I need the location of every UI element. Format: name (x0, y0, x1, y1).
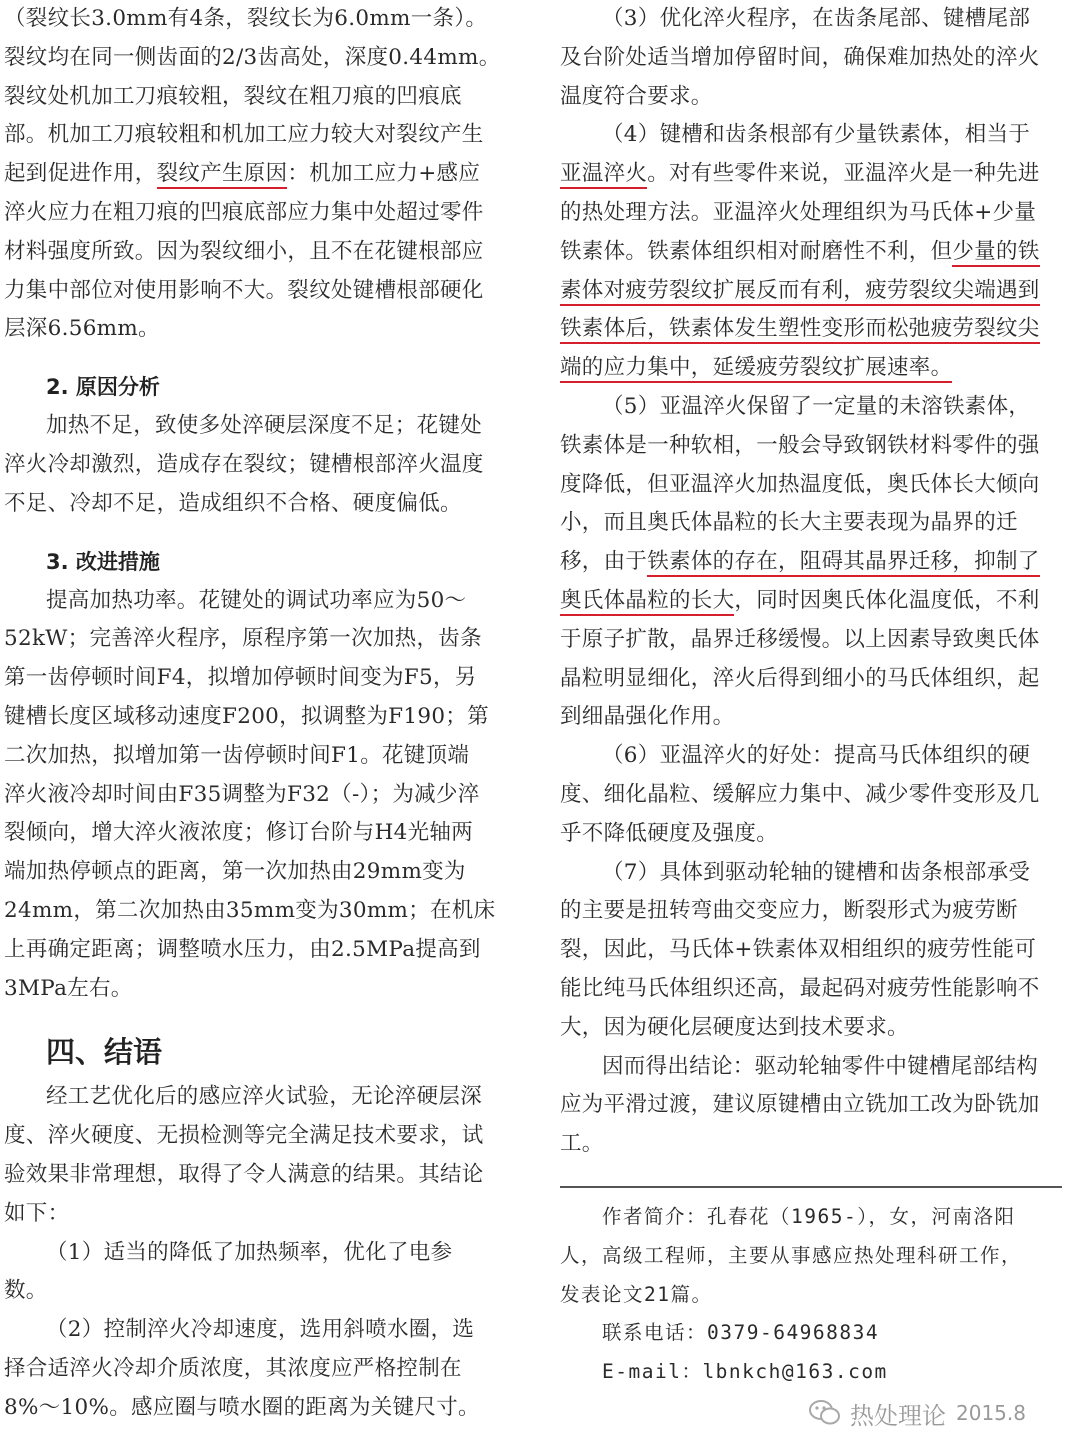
text-line: 数。 (4, 1278, 48, 1304)
text-line: 能比纯马氏体组织还高，最起码对疲劳性能影响不 (560, 975, 1040, 1001)
list-item: （6）亚温淬火的好处：提高马氏体组织的硬 (602, 743, 1031, 769)
text-line: 铁素体是一种软相，一般会导致钢铁材料零件的强 (560, 432, 1040, 458)
watermark (808, 1392, 1068, 1434)
text-line: 验效果非常理想，取得了令人满意的结果。其结论 (4, 1161, 484, 1187)
text-line: 移，由于铁素体的存在，阻碍其晶界迁移，抑制了 (560, 543, 1062, 582)
text-line: 及台阶处适当增加停留时间，确保难加热处的淬火 (560, 44, 1040, 70)
text-line: 裂纹均在同一侧齿面的2/3齿高处，深度0.44mm。 (4, 44, 501, 70)
text-line: 3MPa左右。 (4, 975, 133, 1001)
text-line: 温度符合要求。 (560, 83, 713, 109)
text-line: 作者简介：孔春花（1965-），女，河南洛阳 (602, 1204, 1016, 1228)
text-line: 小，而且奥氏体晶粒的长大主要表现为晶界的迁 (560, 510, 1018, 536)
text-line: 加热不足，致使多处淬硬层深度不足；花键处 (46, 413, 483, 439)
text-line: 工。 (560, 1131, 604, 1157)
list-item: （4）键槽和齿条根部有少量铁素体，相当于 (602, 122, 1031, 148)
list-item: （7）具体到驱动轮轴的键槽和齿条根部承受 (602, 859, 1031, 885)
text-line: 度、细化晶粒、缓解应力集中、减少零件变形及几 (560, 781, 1040, 807)
section-heading-cause-analysis: 2. 原因分析 (46, 375, 160, 400)
text-line: 如下： (4, 1200, 70, 1226)
text-line: 亚温淬火。对有些零件来说，亚温淬火是一种先进 (560, 155, 1062, 194)
divider (560, 1186, 1062, 1188)
text-line: 晶粒明显细化，淬火后得到细小的马氏体组织，起 (560, 665, 1040, 691)
text-line: 52kW；完善淬火程序，原程序第一次加热，齿条 (4, 626, 482, 652)
text-line: 因而得出结论：驱动轮轴零件中键槽尾部结构 (602, 1053, 1039, 1079)
text-line: 的主要是扭转弯曲交变应力，断裂形式为疲劳断 (560, 898, 1018, 924)
highlight-ferrite: 端的应力集中，延缓疲劳裂纹扩展速率。 (560, 355, 952, 383)
highlight-crack-cause: 裂纹产生原因 (157, 161, 288, 189)
text-line: 上再确定距离；调整喷水压力，由2.5MPa提高到 (4, 936, 481, 962)
wechat-icon (808, 1396, 842, 1430)
text-line (560, 272, 1062, 311)
text-line: 裂倾向，增大淬火液浓度；修订台阶与H4光轴两 (4, 820, 474, 846)
highlight-grain-boundary: 铁素体的存在，阻碍其晶界迁移，抑制了 (647, 549, 1039, 577)
contact-email[interactable]: E-mail：lbnkch@163.com (602, 1360, 888, 1384)
text-line: 淬火液冷却时间由F35调整为F32（-）；为减少淬 (4, 781, 480, 807)
text-line: 奥氏体晶粒的长大，同时因奥氏体化温度低，不利 (560, 582, 1062, 621)
list-item: （1）适当的降低了加热频率，优化了电参 (46, 1239, 453, 1265)
text-line: 起到促进作用，裂纹产生原因：机加工应力+感应 (4, 155, 504, 194)
text-line: 淬火冷却激烈，造成存在裂纹；键槽根部淬火温度 (4, 451, 484, 477)
section-heading-improvements: 3. 改进措施 (46, 549, 160, 574)
text-line: 端加热停顿点的距离，第一次加热由29mm变为 (4, 859, 466, 885)
text-line: 淬火应力在粗刀痕的凹痕底部应力集中处超过零件 (4, 199, 484, 225)
text-line: 裂，因此，马氏体+铁素体双相组织的疲劳性能可 (560, 937, 1037, 963)
text-line: 铁素体。铁素体组织相对耐磨性不利，但少量的铁 (560, 233, 1062, 272)
watermark-text: 热处理论 (850, 1401, 946, 1430)
text-line: （裂纹长3.0mm有4条，裂纹长为6.0mm一条）。 (4, 6, 488, 31)
text-line: 24mm，第二次加热由35mm变为30mm；在机床 (4, 897, 496, 923)
text-line: 发表论文21篇。 (560, 1282, 713, 1306)
text-line: 二次加热，拟增加第一齿停顿时间F1。花键顶端 (4, 742, 470, 768)
text-line: 提高加热功率。花键处的调试功率应为50～ (46, 587, 467, 613)
text-line: 第一齿停顿时间F4，拟增加停顿时间变为F5，另 (4, 665, 477, 691)
text-line: 人，高级工程师，主要从事感应热处理科研工作， (560, 1243, 1023, 1267)
left-column (4, 0, 504, 1428)
text-line: 8%～10%。感应圈与喷水圈的距离为关键尺寸。 (4, 1394, 480, 1420)
text-line: 度降低，但亚温淬火加热温度低，奥氏体长大倾向 (560, 471, 1040, 497)
text-line: 于原子扩散，晶界迁移缓慢。以上因素导致奥氏体 (560, 626, 1040, 652)
highlight-grain-boundary: 奥氏体晶粒的长大 (560, 588, 734, 616)
text-line: 裂纹处机加工刀痕较粗，裂纹在粗刀痕的凹痕底 (4, 83, 462, 109)
text-line: 部。机加工刀痕较粗和机加工应力较大对裂纹产生 (4, 122, 484, 148)
list-item: （3）优化淬火程序，在齿条尾部、键槽尾部 (602, 6, 1031, 31)
text-line: 乎不降低硬度及强度。 (560, 820, 779, 846)
right-column (560, 0, 1062, 1392)
highlight-ferrite: 素体对疲劳裂纹扩展反而有利，疲劳裂纹尖端遇到 (560, 278, 1040, 306)
text-line: 应为平滑过渡，建议原键槽由立铣加工改为卧铣加 (560, 1092, 1040, 1118)
highlight-ferrite: 少量的铁 (952, 239, 1039, 267)
contact-phone: 联系电话：0379-64968834 (602, 1321, 880, 1345)
list-item: （5）亚温淬火保留了一定量的未溶铁素体， (602, 393, 1031, 419)
author-bio (560, 1198, 1062, 1392)
text-line (560, 349, 1062, 388)
text-line: 到细晶强化作用。 (560, 704, 735, 730)
text-line: 力集中部位对使用影响不大。裂纹处键槽根部硬化 (4, 277, 484, 303)
text-line: 度、淬火硬度、无损检测等完全满足技术要求，试 (4, 1123, 484, 1149)
text-line: 大，因为硬化层硬度达到技术要求。 (560, 1014, 909, 1040)
highlight-ferrite: 铁素体后，铁素体发生塑性变形而松弛疲劳裂纹尖 (560, 316, 1040, 344)
text-line (560, 310, 1062, 349)
text-line: 择合适淬火冷却介质浓度，其浓度应严格控制在 (4, 1355, 462, 1381)
text-line: 的热处理方法。亚温淬火处理组织为马氏体+少量 (560, 199, 1037, 225)
text-line: 经工艺优化后的感应淬火试验，无论淬硬层深 (46, 1084, 483, 1110)
page-issue: 2015.8 (956, 1401, 1026, 1425)
text-line: 不足、冷却不足，造成组织不合格、硬度偏低。 (4, 490, 462, 516)
section-heading-conclusion: 四、结语 (46, 1035, 163, 1070)
text-line: 材料强度所致。因为裂纹细小，且不在花键根部应 (4, 238, 484, 264)
list-item: （2）控制淬火冷却速度，选用斜喷水圈，选 (46, 1317, 475, 1343)
text-line: 层深6.56mm。 (4, 316, 160, 342)
highlight-subcritical-quench: 亚温淬火 (560, 161, 647, 189)
text-line: 键槽长度区域移动速度F200，拟调整为F190；第 (4, 703, 489, 729)
